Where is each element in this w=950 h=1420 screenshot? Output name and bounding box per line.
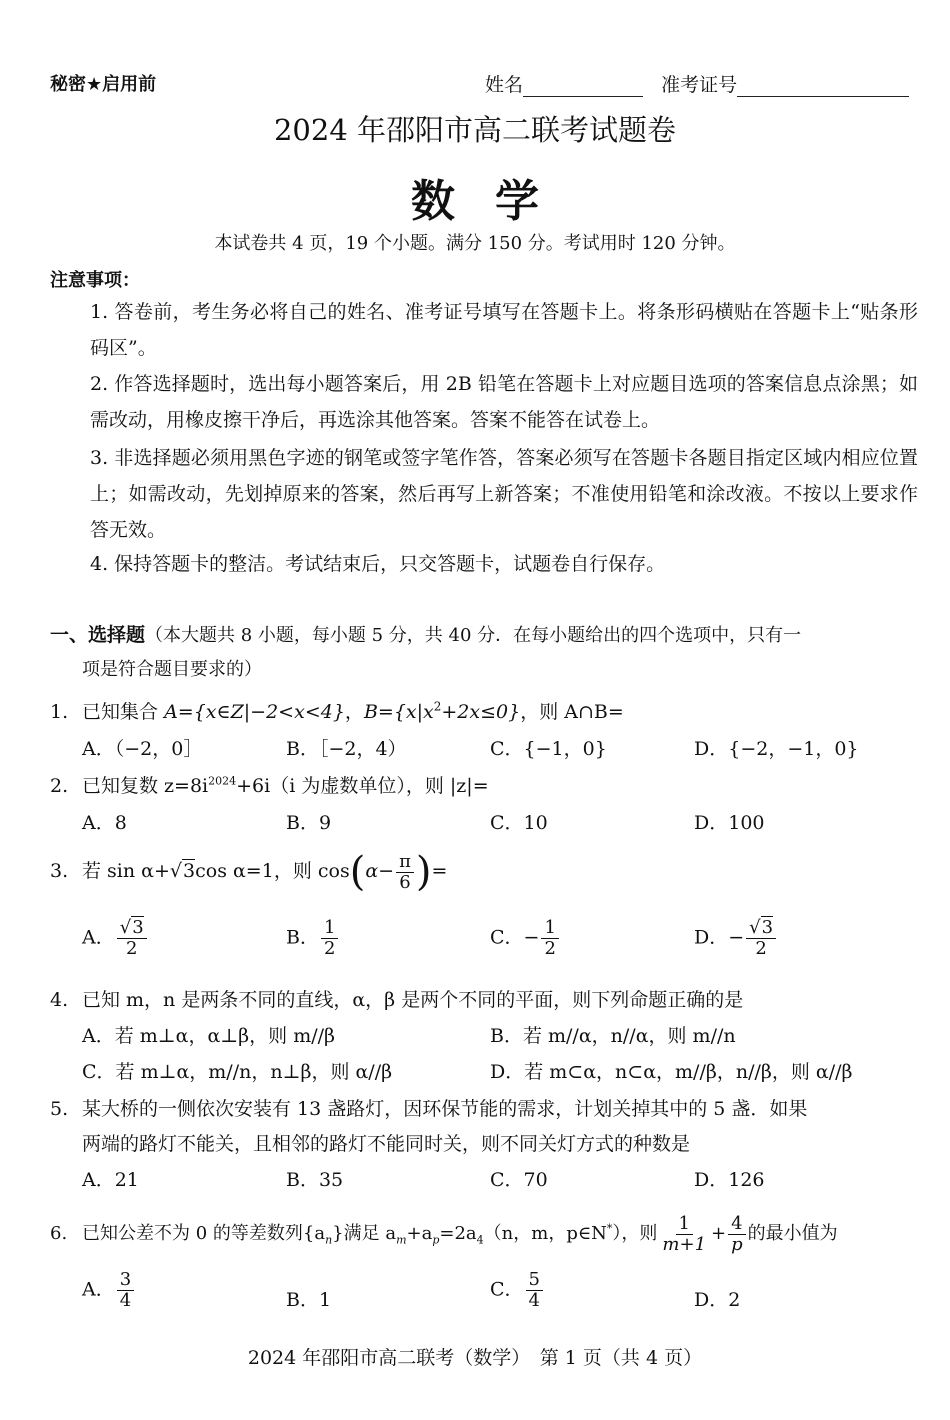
- option-value: 2: [728, 1289, 741, 1311]
- denominator: 2: [323, 938, 336, 959]
- notice-item-3: [50, 440, 918, 548]
- q2-option-c: C．10: [490, 812, 548, 834]
- question-4: [50, 985, 743, 1012]
- option-label: A．: [82, 926, 115, 949]
- denominator: 6: [399, 871, 411, 893]
- q4-option-c: C．若 m⊥α，m//n，n⊥β，则 α//β: [82, 1061, 393, 1083]
- plus-sign: +: [711, 1223, 727, 1244]
- option-sign: −: [523, 926, 540, 949]
- q5-option-c: C．70: [490, 1169, 548, 1191]
- notice-item-2: [50, 366, 918, 438]
- name-label: 姓名: [485, 74, 524, 96]
- numerator: π: [396, 852, 414, 873]
- fraction: [541, 918, 558, 959]
- q6-option-a: [82, 1270, 136, 1311]
- denominator: 2: [755, 938, 767, 959]
- denominator: 2: [125, 938, 138, 959]
- q6-option-d: [694, 1285, 740, 1312]
- numerator: √3: [746, 918, 776, 939]
- question-text: 已知集合: [82, 701, 159, 723]
- denominator: p: [731, 1233, 743, 1255]
- option-value: 1: [318, 1289, 332, 1311]
- question-text: ，则 A∩B=: [520, 701, 624, 723]
- question-text: 已知公差不为 0 的等差数列{a: [82, 1223, 326, 1244]
- question-text: +6i（i 为虚数单位），则 |z|=: [236, 775, 489, 797]
- q1-option-a: A．（−2，0］: [82, 738, 203, 760]
- question-text: +a: [406, 1223, 433, 1244]
- sqrt-radicand: 3: [183, 860, 196, 882]
- subscript: m: [396, 1233, 407, 1247]
- secret-label: 秘密★启用前: [50, 74, 157, 95]
- q6-option-c: [490, 1270, 545, 1311]
- option-label: D．: [694, 1289, 729, 1311]
- superscript: *: [606, 1222, 613, 1235]
- subject-title: 数学: [411, 176, 579, 227]
- q5-option-d: D．126: [694, 1169, 765, 1191]
- q2-option-a: A．8: [82, 812, 127, 834]
- question-number: 6.: [50, 1223, 68, 1244]
- question-text: 已知 m，n 是两条不同的直线，α，β 是两个不同的平面，则下列命题正确的是: [82, 989, 744, 1011]
- question-6: [50, 1204, 838, 1266]
- q5-option-b: B．35: [286, 1169, 344, 1191]
- question-text: ），则: [612, 1223, 658, 1244]
- notice-item-text: 3. 非选择题必须用黑色字迹的钢笔或签字笔作答，答案必须写在答题卡各题目指定区域内相应位置上；如需改动，先划掉原来的答案，然后再写上新答案；不准使用铅笔和涂改液。不按以上要求作答无效。: [90, 447, 918, 541]
- numerator: 1: [541, 918, 558, 939]
- question-number: 1.: [50, 701, 69, 723]
- numerator: 4: [728, 1214, 745, 1235]
- notice-item-text: 4. 保持答题卡的整洁。考试结束后，只交答题卡，试题卷自行保存。: [90, 553, 666, 575]
- id-label: 准考证号: [661, 74, 738, 96]
- section-desc-1: （本大题共 8 小题，每小题 5 分，共 40 分．在每小题给出的四个选项中，只有一: [145, 625, 802, 646]
- exponent: 2: [433, 699, 442, 714]
- denominator: 4: [528, 1290, 540, 1311]
- notice-item-4: [50, 546, 918, 582]
- right-paren: ): [415, 849, 432, 895]
- section-choice: [50, 618, 920, 687]
- numerator: 1: [321, 918, 338, 939]
- denominator: m+1: [662, 1233, 707, 1255]
- q3-option-d: [694, 918, 778, 959]
- subscript: p: [432, 1233, 440, 1247]
- subscript: n: [325, 1233, 333, 1247]
- q3-option-b: [286, 918, 340, 959]
- question-2: [50, 771, 489, 798]
- question-text: 若 sin α+: [82, 860, 170, 882]
- question-number: 3.: [50, 860, 69, 882]
- option-label: B．: [286, 1289, 319, 1311]
- set-a: A={x∈Z|−2<x<4}: [164, 701, 345, 723]
- question-text: 某大桥的一侧依次安装有 13 盏路灯，因环保节能的需求，计划关掉其中的 5 盏．如果: [82, 1098, 808, 1120]
- q3-option-c: [490, 918, 561, 959]
- question-text: =: [431, 860, 448, 882]
- notice-item-1: [50, 294, 918, 366]
- question-text: cos α=1，则 cos: [195, 860, 350, 882]
- question-text: =2a: [439, 1223, 477, 1244]
- question-number: 2.: [50, 775, 69, 797]
- denominator: 2: [544, 938, 556, 959]
- fraction: [117, 1270, 134, 1311]
- question-text: α−: [365, 860, 395, 882]
- q4-option-a: A．若 m⊥α，α⊥β，则 m//β: [82, 1025, 336, 1047]
- fraction: [746, 918, 776, 959]
- q2-option-d: D．100: [694, 812, 765, 834]
- question-number: 5.: [50, 1098, 69, 1120]
- denominator: 4: [119, 1290, 132, 1311]
- notice-heading: 注意事项：: [50, 270, 140, 291]
- fraction: [728, 1214, 746, 1255]
- exam-info: 本试卷共 4 页，19 个小题。满分 150 分。考试用时 120 分钟。: [214, 233, 736, 254]
- fraction: [396, 852, 414, 893]
- name-blank-line: [523, 76, 643, 97]
- q1-option-c: C．{−1，0}: [490, 738, 607, 760]
- notice-item-text: 1. 答卷前，考生务必将自己的姓名、准考证号填写在答题卡上。将条形码横贴在答题卡上“贴条形码区”。: [90, 301, 918, 359]
- set-b-part: B={x|x: [363, 701, 434, 723]
- exam-title: 2024 年邵阳市高二联考试题卷: [273, 113, 677, 147]
- question-number: 4.: [50, 989, 69, 1011]
- sqrt-radicand: 3: [132, 917, 144, 938]
- question-text: }满足 a: [332, 1223, 397, 1244]
- section-heading: 一、选择题: [50, 624, 146, 646]
- question-text: （n，m，p∈N: [483, 1223, 607, 1244]
- option-label: C．: [490, 1278, 524, 1301]
- set-b-part: +2x≤0}: [441, 701, 521, 723]
- question-1: [50, 697, 624, 724]
- separator: ，: [344, 701, 364, 723]
- q4-option-b: B．若 m//α，n//α，则 m//n: [490, 1025, 736, 1047]
- exponent: 2024: [208, 774, 237, 788]
- q2-option-b: B．9: [286, 812, 332, 834]
- fraction: [659, 1214, 709, 1255]
- option-sign: −: [728, 926, 745, 949]
- fraction: [117, 918, 147, 959]
- question-text: 已知复数 z=8i: [82, 775, 209, 797]
- notice-item-text: 2. 作答选择题时，选出每小题答案后，用 2B 铅笔在答题卡上对应题目选项的答案信息点涂黑；如需改动，用橡皮擦干净后，再选涂其他答案。答案不能答在试卷上。: [90, 373, 918, 431]
- q1-option-d: D．{−2，−1，0}: [694, 738, 859, 760]
- question-5-line-2: 两端的路灯不能关，且相邻的路灯不能同时关，则不同关灯方式的种数是: [82, 1133, 691, 1155]
- id-blank-line: [737, 76, 909, 97]
- fraction: [526, 1270, 543, 1311]
- q6-option-b: [286, 1285, 331, 1312]
- section-desc-2: 项是符合题目要求的）: [82, 659, 262, 680]
- question-text: 的最小值为: [747, 1223, 838, 1244]
- question-5: [50, 1094, 807, 1121]
- candidate-info: [485, 70, 909, 97]
- subscript: 4: [476, 1233, 484, 1247]
- fraction: [321, 918, 338, 959]
- numerator: 3: [117, 1270, 134, 1291]
- numerator: √3: [117, 918, 147, 939]
- option-label: D．: [694, 926, 729, 949]
- q5-option-a: A．21: [82, 1169, 139, 1191]
- option-label: C．: [490, 926, 524, 949]
- q4-option-d: D．若 m⊂α，n⊂α，m//β，n//β，则 α//β: [490, 1061, 853, 1083]
- option-label: A．: [82, 1278, 115, 1301]
- left-paren: (: [349, 849, 366, 895]
- question-3: 3. 若 sin α+√3cos α=1，则 cos(α− $\frac{\pi}{6}$ )=: [50, 846, 447, 896]
- q3-option-a: [82, 918, 149, 959]
- page-footer: 2024 年邵阳市高二联考（数学） 第 1 页（共 4 页）: [247, 1347, 703, 1369]
- numerator: 5: [526, 1270, 543, 1291]
- numerator: 1: [676, 1214, 693, 1235]
- q1-option-b: B．［−2，4）: [286, 738, 407, 760]
- option-label: B．: [286, 926, 319, 949]
- sqrt-radicand: 3: [761, 917, 774, 938]
